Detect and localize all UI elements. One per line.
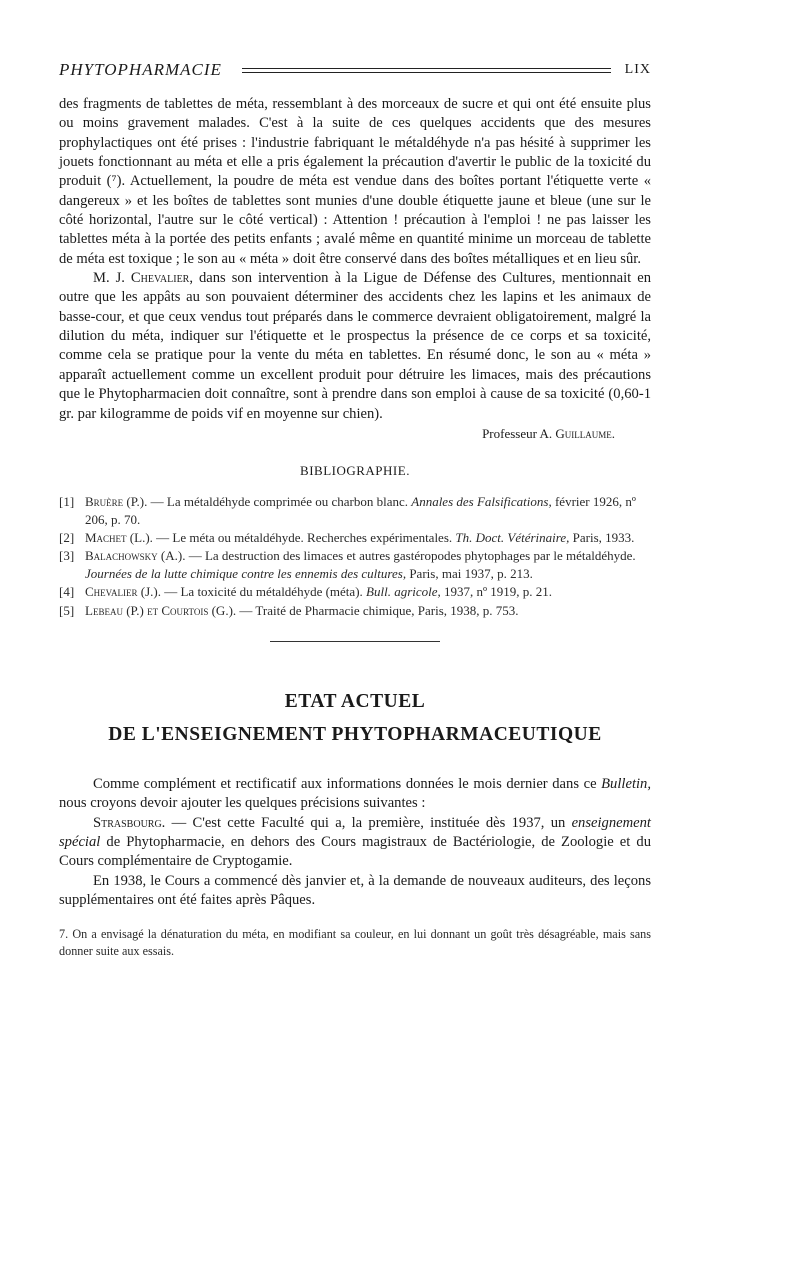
entry-rest: Paris, mai 1937, p. 213. — [406, 565, 533, 581]
signature-name: Guillaume. — [555, 425, 615, 441]
section-title — [59, 685, 651, 751]
entry-text: — La toxicité du métaldéhyde (méta). — [160, 584, 367, 600]
entry-author: Bruère (P.). — [85, 494, 148, 510]
bibliography-title: BIBLIOGRAPHIE. — [300, 463, 410, 479]
page-number: LIX — [624, 62, 651, 77]
entry-number: [5] — [59, 602, 75, 618]
signature-prefix: Professeur A. — [482, 425, 553, 441]
bibliography-entry — [59, 493, 651, 528]
entry-author: Chevalier (J.). — [85, 584, 161, 600]
entry-text: — La destruction des limaces et autres gastéropodes phytophages par le métaldéhyde. — [185, 548, 636, 564]
paragraph-text: nous croyons devoir ajouter les quelques précisions suivantes : — [59, 795, 426, 812]
signature — [482, 424, 615, 443]
entry-source: Journées de la lutte chimique contre les ennemis des cultures, — [85, 565, 407, 581]
article-body — [59, 95, 651, 443]
entry-rest: février 1926, nº 206, p. 70. — [85, 494, 636, 527]
bibliography-entry — [59, 529, 651, 546]
entry-number: [2] — [59, 530, 75, 545]
entry-source: Annales des Falsifications, — [411, 494, 552, 510]
running-header — [59, 55, 651, 85]
entry-author: Lebeau (P.) et Courtois (G.). — [85, 602, 237, 618]
section-divider — [270, 641, 440, 642]
entry-number: [3] — [59, 548, 75, 564]
entry-rest: 1937, nº 1919, p. 21. — [440, 584, 553, 600]
paragraph — [59, 814, 651, 872]
paragraph: En 1938, le Cours a commencé dès janvier et, à la demande de nouveaux auditeurs, des leçons supplémentaires ont été faites après Pâques. — [59, 872, 651, 909]
entry-author: Balachowsky (A.). — [85, 548, 186, 564]
entry-source: Bull. agricole, — [366, 584, 441, 600]
journal-title: PHYTOPHARMACIE — [59, 60, 222, 79]
paragraph-text: de Phytopharmacie, en dehors des Cours magistraux de Bactériologie, de Zoologie et du Cours complémentaire de Cryptogamie. — [59, 834, 651, 870]
entry-author: Machet (L.). — [85, 530, 153, 545]
paragraph: des fragments de tablettes de méta, ressemblant à des morceaux de sucre et qui ont été ensuite plus ou moins gravement malades. C'est à la suite de ces quelques accidents que des mesures prophylactiques ont été prises : l'industrie fabriquant le métaldéhyde n'a pas hésité à supprimer les jouets fonctionnant au méta et elle a pris également la précaution d'avertir le public de la toxicité du produit (⁷). Actuellement, la poudre de méta est vendue dans des boîtes portant l'étiquette verte « dangereux » et les boîtes de tablettes sont munies d'une double étiquette jaune et bleue (une sur le côté horizontal, l'autre sur le côté vertical) : Attention ! précaution à l'emploi ! ne pas laisser les tablettes méta à la portée des petits enfants ; avalé même en quantité minime un morceau de tablette de méta est toxique ; le son au « méta » doit être conservé dans des boîtes métalliques et en lieu sûr. — [59, 96, 651, 267]
entry-text: — Traité de Pharmacie chimique, Paris, 1938, p. 753. — [236, 602, 519, 618]
section-title-line: ETAT ACTUEL — [284, 691, 426, 713]
section-body — [59, 775, 651, 910]
header-rule — [242, 68, 611, 73]
paragraph — [59, 775, 651, 814]
author-name: M. J. Chevalier, — [93, 270, 193, 287]
entry-number: [1] — [59, 494, 75, 510]
paragraph — [59, 269, 651, 424]
entry-rest: Paris, 1933. — [569, 530, 635, 545]
paragraph-text: dans son intervention à la Ligue de Défense des Cultures, mentionnait en outre que les appâts au son pouvaient déterminer des accidents chez les lapins et les animaux de basse-cour, et que ceux vendus tout préparés dans le commerce devraient obligatoirement, malgré la dilution du méta, indiquer sur l'étiquette et le prospectus la présence de ce corps et sa toxicité, comme cela se pratique pour la vente du méta en tablettes. En résumé donc, le son au « méta » apparaît actuellement comme un excellent produit pour détruire les limaces, mais des précautions que le Phytopharmacien doit connaître, sont à prendre dans son emploi à cause de sa toxicité (0,60-1 gr. par kilogramme de poids vif en moyenne sur chien). — [59, 270, 651, 422]
bibliography-entry — [59, 547, 651, 582]
bibliography-entry — [59, 583, 651, 600]
entry-text: — Le méta ou métaldéhyde. Recherches expérimentales. — [152, 530, 456, 545]
bibliography-entry — [59, 602, 651, 619]
entry-source: Th. Doct. Vétérinaire, — [455, 530, 570, 545]
footnote: 7. On a envisagé la dénaturation du méta, en modifiant sa couleur, en lui donnant un goût très désagréable, mais sans donner suite aux essais. — [59, 927, 651, 959]
bulletin-ref: Bulletin, — [601, 776, 651, 793]
page — [59, 55, 651, 960]
bibliography — [59, 493, 651, 619]
city-name: Strasbourg. — [93, 814, 166, 831]
section-title-line: DE L'ENSEIGNEMENT PHYTOPHARMACEUTIQUE — [108, 724, 602, 746]
paragraph-text: — C'est cette Faculté qui a, la première, instituée dès 1937, un — [165, 814, 572, 831]
paragraph-text: Comme complément et rectificatif aux informations données le mois dernier dans ce — [93, 776, 602, 793]
entry-number: [4] — [59, 584, 75, 600]
emphasis: enseignement spécial — [59, 814, 651, 851]
signature-line — [59, 424, 651, 443]
entry-text: — La métaldéhyde comprimée ou charbon blanc. — [147, 494, 412, 510]
